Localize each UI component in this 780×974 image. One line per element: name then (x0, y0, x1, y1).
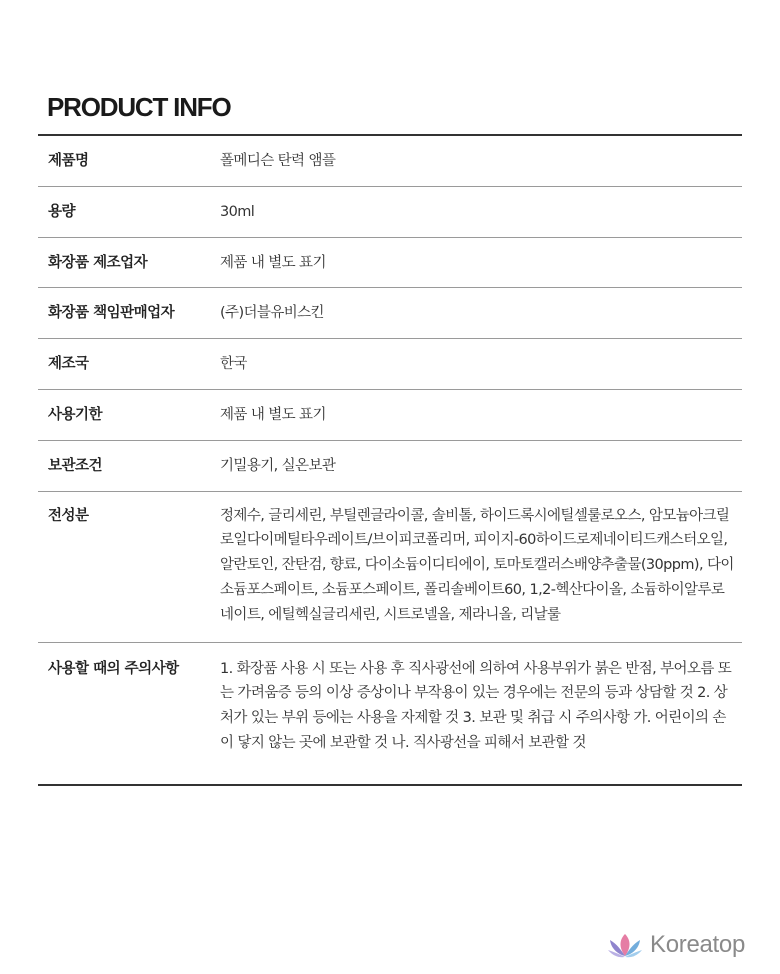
row-label: 용량 (48, 203, 76, 220)
row-label: 제품명 (48, 153, 89, 169)
table-row (38, 136, 742, 187)
row-value: 폴메디슨 탄력 앰플 (220, 153, 336, 169)
row-label: 전성분 (48, 507, 89, 524)
table-row (38, 288, 742, 339)
table-row-ingredients (38, 492, 742, 643)
row-value: 1. 화장품 사용 시 또는 사용 후 직사광선에 의하여 사용부위가 붉은 반점, 부어오름 또는 가려움증 등의 이상 증상이나 부작용이 있는 경우에는 전문의 등과 상담할 것 2. 상처가 있는 부위 등에는 사용을 자제할 것 3. 보관 및 취급 시 주의사항 가. 어린이의 손이 닿지 않는 곳에 보관할 것 나. 직사광선을 피해서 보관할 것 (220, 660, 732, 751)
row-label: 사용할 때의 주의사항 (48, 660, 179, 677)
row-label: 화장품 제조업자 (48, 254, 148, 271)
koreatop-watermark (606, 930, 745, 960)
row-value: 30ml (220, 203, 255, 220)
table-row-caution (38, 643, 742, 784)
table-row (38, 390, 742, 441)
row-value: 제품 내 별도 표기 (220, 254, 326, 271)
row-label: 제조국 (48, 356, 89, 373)
table-row (38, 238, 742, 289)
row-value: 제품 내 별도 표기 (220, 406, 326, 423)
row-value: 한국 (220, 356, 247, 373)
row-value: 정제수, 글리세린, 부틸렌글라이콜, 솔비톨, 하이드록시에틸셀룰로오스, 암모늄아크릴로일다이메틸타우레이트/브이피코폴리머, 피이지-60하이드로제네이티드캐스터오일, 알란토인, 잔탄검, 향료, 다이소듐이디티에이, 토마토캘러스배양추출물(30ppm), 다이소듐포스페이트, 소듐포스페이트, 폴리솔베이트60, 1,2-헥산다이올, 소듐하이알루로네이트, 에틸헥실글리세린, 시트로넬올, 제라니올, 리날룰 (220, 507, 734, 623)
row-label: 사용기한 (48, 406, 103, 423)
table-row (38, 441, 742, 492)
product-info-table (38, 134, 742, 786)
table-row (38, 339, 742, 390)
lotus-icon (606, 930, 644, 960)
table-row (38, 187, 742, 238)
row-label: 화장품 책임판매업자 (48, 305, 175, 322)
page-title: PRODUCT INFO (47, 92, 231, 122)
row-value: 기밀용기, 실온보관 (220, 457, 336, 474)
watermark-text: Koreatop (650, 931, 746, 958)
row-label: 보관조건 (48, 457, 103, 474)
row-value: (주)더블유비스킨 (220, 305, 324, 322)
